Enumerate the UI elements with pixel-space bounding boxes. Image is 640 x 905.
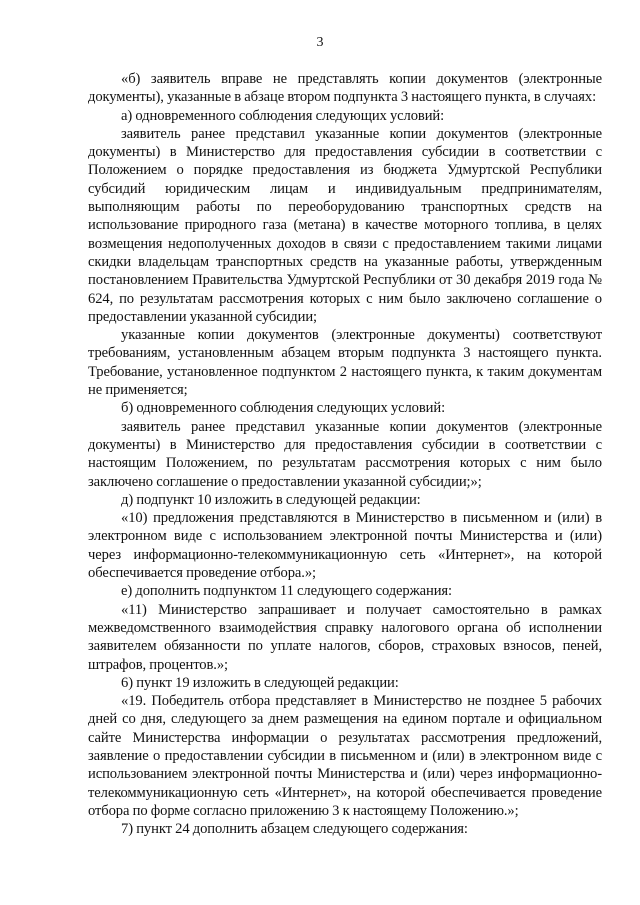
page-number: 3 <box>316 35 324 50</box>
paragraph-subitem-b: б) одновременного соблюдения следующих условий: <box>121 400 446 417</box>
paragraph-item-b: «б) заявитель вправе не представлять копии документов (электронные документы), указанные в абзаце втором подпункта 3 настоящего пункта, в случаях: <box>88 71 602 106</box>
paragraph-condition-current-regulation: заявитель ранее представил указанные копии документов (электронные документы) в Министерство для предоставления субсидии в соответствии с настоящим Положением, по результатам рассмотрения которых с ним было заключено соглашение о предоставлении указанной субсидии;»; <box>88 418 602 490</box>
paragraph-item-7: 7) пункт 24 дополнить абзацем следующего содержания: <box>121 821 468 838</box>
paragraph-subpoint-10-text: «10) предложения представляются в Министерство в письменном и (или) в электронном виде с использованием электронной почты Министерства и (или) через информационно-телекоммуникационную сеть «Интернет», на которой обеспечивается проведение отбора.»; <box>88 510 602 582</box>
paragraph-condition-documents-compliance: указанные копии документов (электронные документы) соответствуют требованиям, установленным абзацем вторым подпункта 3 настоящего пункта. Требование, установленное подпунктом 2 настоящего пункта, к таким документам не применяется; <box>88 327 602 399</box>
paragraph-subpoint-11-text: «11) Министерство запрашивает и получает самостоятельно в рамках межведомственного взаимодействия справку налогового органа об исполнении заявителем обязанности по уплате налогов, сборов, страховых взносов, пеней, штрафов, процентов.»; <box>88 601 602 673</box>
paragraph-item-e: е) дополнить подпунктом 11 следующего содержания: <box>121 583 452 600</box>
paragraph-point-19-text: «19. Победитель отбора представляет в Министерство не позднее 5 рабочих дней со дня, следующего за днем размещения на едином портале и официальном сайте Министерства информации о результатах рассмотрения предложений, заявление о предоставлении субсидии в письменном и (или) в электронном виде с использованием электронной почты Министерства и (или) через информационно-телекоммуникационную сеть «Интернет», на которой обеспечивается проведение отбора по форме согласно приложению 3 к настоящему Положению.»; <box>88 693 602 819</box>
paragraph-subitem-a: а) одновременного соблюдения следующих условий: <box>121 107 445 124</box>
paragraph-condition-previous-submission: заявитель ранее представил указанные копии документов (электронные документы) в Министерство для предоставления субсидии в соответствии с Положением о порядке предоставления из бюджета Удмуртской Республики субсидий юридическим лицам и индивидуальным предпринимателям, выполняющим работы по переоборудованию транспортных средств на использование природного газа (метана) в качестве моторного топлива, в целях возмещения недополученных доходов в связи с предоставлением такими лицами скидки владельцам транспортных средств на указанные работы, утвержденным постановлением Правительства Удмуртской Республики от 30 декабря 2019 года № 624, по результатам рассмотрения которых с ним было заключено соглашение о предоставлении указанной субсидии; <box>88 125 602 325</box>
paragraph-item-d: д) подпункт 10 изложить в следующей редакции: <box>121 491 421 508</box>
paragraph-item-6: 6) пункт 19 изложить в следующей редакции: <box>121 674 399 691</box>
document-body <box>88 70 602 838</box>
